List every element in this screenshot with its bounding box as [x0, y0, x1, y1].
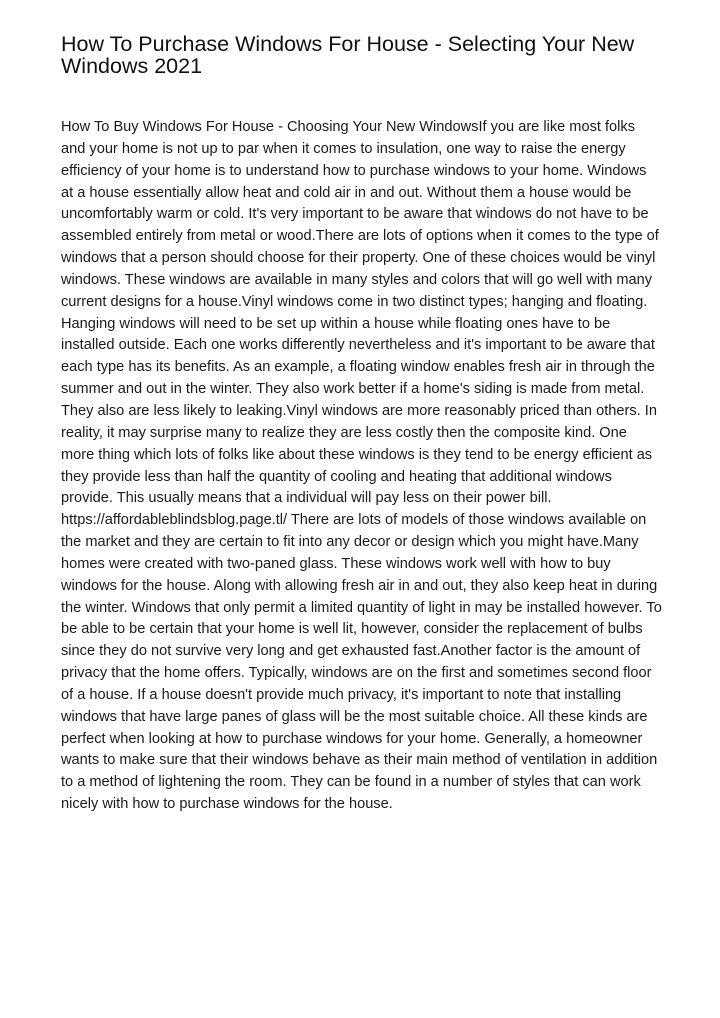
document-title: How To Purchase Windows For House - Selecting Your New Windows 2021	[61, 32, 635, 78]
document-body: How To Buy Windows For House - Choosing Your New WindowsIf you are like most folks and your home is not up to par when it comes to insulation, one way to raise the energy efficiency of your home is to understand how to purchase windows to your home. Windows at a house essentially allow heat and cold air in and out. Without them a house would be uncomfortably warm or cold. It's very important to be aware that windows do not have to be assembled entirely from metal or wood.There are lots of options when it comes to the type of windows that a person should choose for their property. One of these choices would be vinyl windows. These windows are available in many styles and colors that will go well with many current designs for a house.Vinyl windows come in two distinct types; hanging and floating. Hanging windows will need to be set up within a house while floating ones have to be installed outside. Each one works differently nevertheless and it's important to be aware that each type has its benefits. As an example, a floating window enables fresh air in through the summer and out in the winter. They also work better if a home's siding is made from metal. They also are less likely to leaking.Vinyl windows are more reasonably priced than others. In reality, it may surprise many to realize they are less costly then the composite kind. One more thing which lots of folks like about these windows is they tend to be energy efficient as they provide less than half the quantity of cooling and heating that additional windows provide. This usually means that a individual will pay less on their power bill. https://affordableblindsblog.page.tl/ There are lots of models of those windows available on the market and they are certain to fit into any decor or design which you might have.Many homes were created with two-paned glass. These windows work well with how to buy windows for the house. Along with allowing fresh air in and out, they also keep heat in during the winter. Windows that only permit a limited quantity of light in may be installed however. To be able to be certain that your home is well lit, however, consider the replacement of bulbs since they do not survive very long and get exhausted fast.Another factor is the amount of privacy that the home offers. Typically, windows are on the first and sometimes second floor of a house. If a house doesn't provide much privacy, it's important to note that installing windows that have large panes of glass will be the most suitable choice. All these kinds are perfect when looking at how to purchase windows for your home. Generally, a homeowner wants to make sure that their windows behave as their main method of ventilation in addition to a method of lightening the room. They can be found in a number of styles that can work nicely with how to purchase windows for the house.	[61, 119, 662, 813]
